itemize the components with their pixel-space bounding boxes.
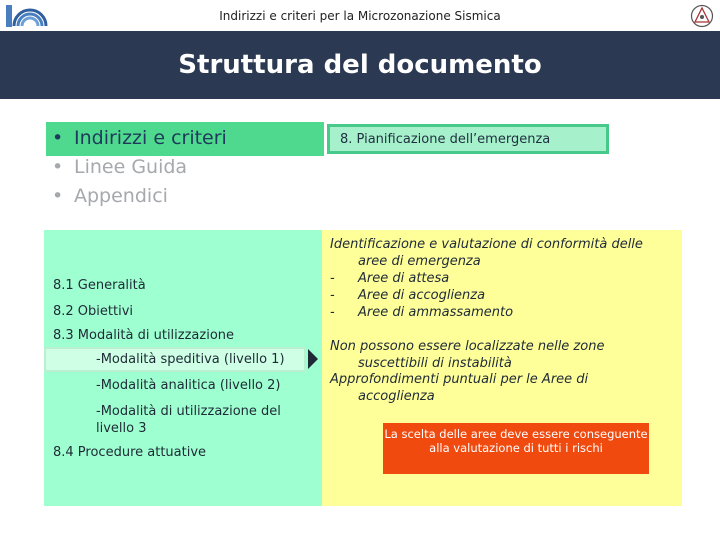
part-label: Linee Guida — [74, 156, 188, 178]
area-list-item: - Aree di accoglienza — [330, 288, 486, 303]
current-item-arrow-icon — [308, 349, 318, 369]
chapter-heading-box — [327, 124, 609, 154]
in-depth-analysis-note — [330, 371, 588, 405]
section-8-3[interactable]: 8.3 Modalità di utilizzazione — [53, 328, 235, 343]
bullet-icon: • — [52, 127, 64, 149]
description-line: suscettibili di instabilità — [358, 356, 512, 371]
section-8-4[interactable]: 8.4 Procedure attuative — [53, 445, 207, 460]
description-line: aree di emergenza — [358, 254, 481, 269]
risk-note-text: La scelta delle aree deve essere conseguente alla valutazione di tutti i rischi — [384, 427, 648, 455]
section-8-2[interactable]: 8.2 Obiettivi — [53, 304, 134, 319]
area-list-item: - Aree di ammassamento — [330, 305, 514, 320]
bullet-icon: • — [52, 185, 64, 207]
document-parts-list — [52, 124, 227, 211]
description-line: Approfondimenti puntuali per le Aree di — [330, 372, 589, 387]
instability-note — [330, 338, 604, 372]
part-label: Appendici — [74, 185, 168, 207]
section-8-1[interactable]: 8.1 Generalità — [53, 278, 146, 293]
description-line: Identificazione e valutazione di conformità delle — [330, 237, 643, 252]
top-header — [0, 0, 720, 31]
page-title: Struttura del documento — [178, 50, 542, 80]
subsection-livello-3[interactable]: -Modalità di utilizzazione del livello 3 — [96, 404, 281, 436]
part-appendici[interactable] — [52, 182, 227, 211]
part-label: Indirizzi e criteri — [74, 127, 227, 149]
bullet-icon: • — [52, 156, 64, 178]
description-line: accoglienza — [358, 389, 435, 404]
chapter-heading: 8. Pianificazione dell’emergenza — [330, 127, 606, 151]
description-line: Non possono essere localizzate nelle zone — [330, 339, 605, 354]
part-indirizzi-e-criteri[interactable] — [52, 124, 227, 153]
part-linee-guida[interactable] — [52, 153, 227, 182]
seal-emblem-icon — [690, 4, 714, 28]
emergency-areas-description — [330, 236, 643, 321]
subsection-modalita-analitica[interactable]: -Modalità analitica (livello 2) — [96, 378, 281, 393]
subsection-modalita-speditiva[interactable]: -Modalità speditiva (livello 1) — [96, 352, 285, 367]
document-header-title: Indirizzi e criteri per la Microzonazione Sismica — [219, 9, 501, 23]
area-list-item: - Aree di attesa — [330, 271, 450, 286]
risk-note-box — [383, 423, 649, 474]
